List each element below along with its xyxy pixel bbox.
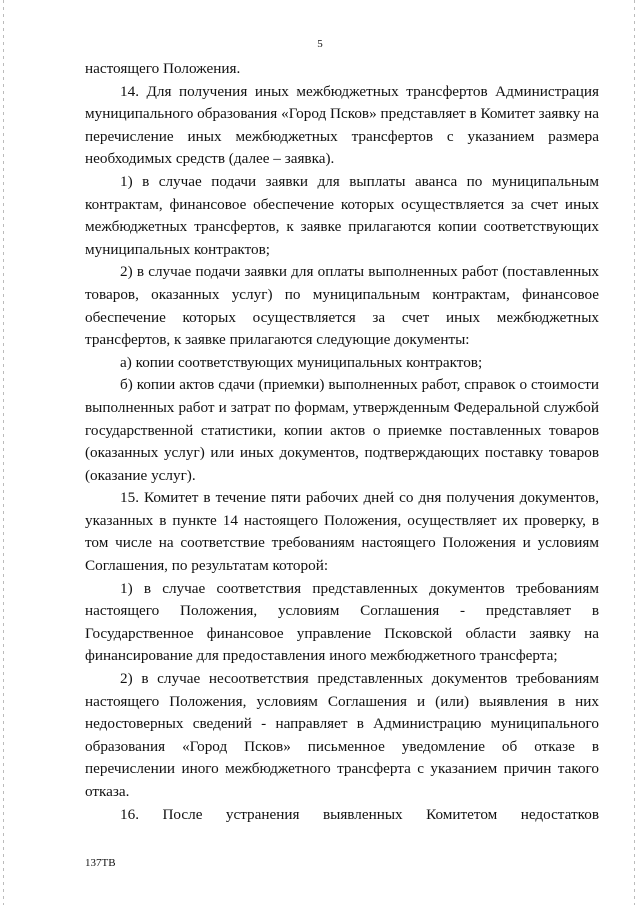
paragraph-item-16: 16. После устранения выявленных Комитетом недостатков <box>120 805 599 823</box>
document-body <box>85 58 599 826</box>
paragraph-item-14-2-b: б) копии актов сдачи (приемки) выполненных работ, справок о стоимости выполненных работ и затрат по формам, утвержденным Федеральной службой государственной статистики, копии актов о приемке поставленных товаров (оказанных услуг) или иных документов, подтверждающих поставку товаров (оказание услуг). <box>85 376 599 484</box>
paragraph-item-14: 14. Для получения иных межбюджетных трансфертов Администрация муниципального образования «Город Псков» представляет в Комитет заявку на перечисление иных межбюджетных трансфертов с указанием размера необходимых средств (далее – заявка). <box>85 82 599 168</box>
paragraph-item-14-1: 1) в случае подачи заявки для выплаты аванса по муниципальным контрактам, финансовое обеспечение которых осуществляется за счет иных межбюджетных трансфертов, к заявке прилагаются копии соответствующих муниципальных контрактов; <box>85 172 599 258</box>
paragraph-item-14-2-a: а) копии соответствующих муниципальных контрактов; <box>120 353 483 371</box>
paragraph-item-14-2: 2) в случае подачи заявки для оплаты выполненных работ (поставленных товаров, оказанных услуг) по муниципальным контрактам, финансовое обеспечение которых осуществляется за счет иных межбюджетных трансфертов, к заявке прилагаются следующие документы: <box>85 263 599 349</box>
page-number: 5 <box>317 38 323 50</box>
paragraph-continuation: настоящего Положения. <box>85 60 241 77</box>
paragraph-item-15-2: 2) в случае несоответствия представленных документов требованиям настоящего Положения, условиям Соглашения и (или) выявления в них недостоверных сведений - направляет в Администрацию муниципального образования «Город Псков» письменное уведомление об отказе в перечислении иного межбюджетного трансферта с указанием причин такого отказа. <box>85 670 599 800</box>
footer-code: 137ТВ <box>85 857 116 869</box>
paragraph-item-15-1: 1) в случае соответствия представленных документов требованиям настоящего Положения, условиям Соглашения - представляет в Государственное финансовое управление Псковской области заявку на финансирование для предоставления иного межбюджетного трансферта; <box>85 579 599 665</box>
paragraph-item-15: 15. Комитет в течение пяти рабочих дней со дня получения документов, указанных в пункте 14 настоящего Положения, осуществляет их проверку, в том числе на соответствие требованиям настоящего Положения и условиям Соглашения, по результатам которой: <box>85 489 599 575</box>
scan-edge-right <box>634 0 635 905</box>
scan-edge-left <box>3 0 4 905</box>
